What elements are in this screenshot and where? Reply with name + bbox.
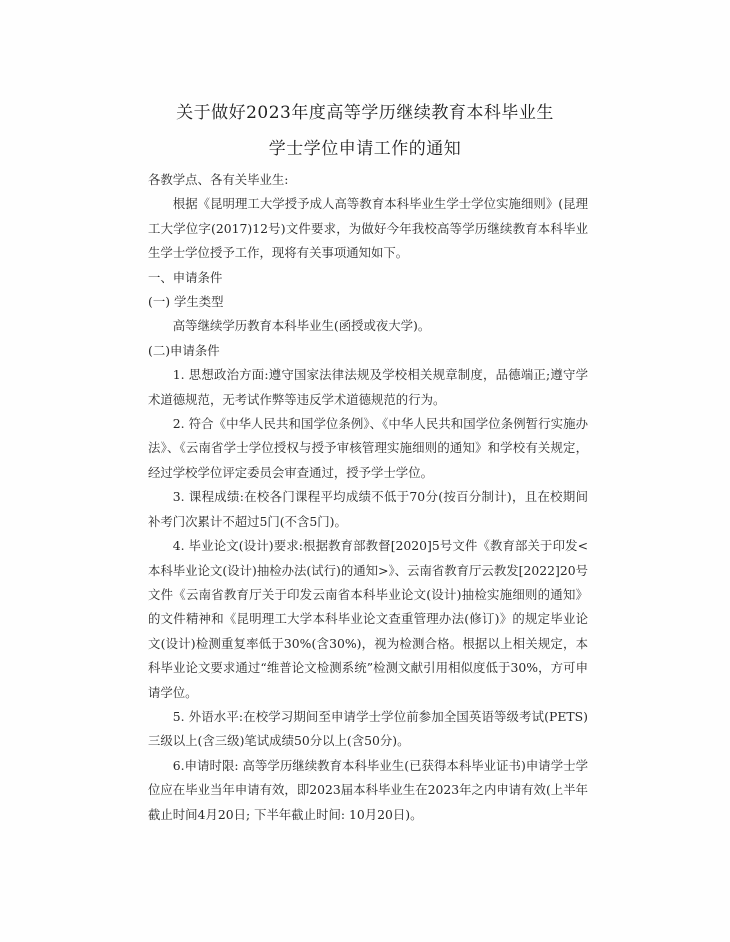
condition-item-2: 2. 符合《中华人民共和国学位条例》、《中华人民共和国学位条例暂行实施办法》、《云南省学士学位授权与授予审核管理实施细则的通知》和学校有关规定，经过学校学位评定委员会审查通过，授予学士学位。 [148,416,588,480]
subsection-heading-1: (一) 学生类型 [148,294,224,310]
student-type-paragraph: 高等继续学历教育本科毕业生(函授或夜大学)。 [172,318,431,334]
subsection-heading-2: (二)申请条件 [148,342,220,358]
document-title-line2: 学士学位申请工作的通知 [268,139,462,159]
condition-item-3: 3. 课程成绩:在校各门课程平均成绩不低于70分(按百分制计)，且在校期间补考门次累计不超过5门(不含5门)。 [148,489,588,529]
section-heading-1: 一、申请条件 [148,269,223,285]
condition-item-4: 4. 毕业论文(设计)要求:根据教育部教督[2020]5号文件《教育部关于印发<本科毕业论文(设计)抽检办法(试行)的通知>》、云南省教育厅云教发[2022]20号文件《云南省教育厅关于印发云南省本科毕业论文(设计)抽检实施细则的通知》的文件精神和《昆明理工大学本科毕业论文查重管理办法(修订)》的规定毕业论文(设计)检测重复率低于30%(含30%)，视为检测合格。根据以上相关规定，本科毕业论文要求通过“维普论文检测系统”检测文献引用相似度低于30%，方可申请学位。 [148,538,588,700]
salutation: 各教学点、各有关毕业生: [148,172,289,187]
document-body [148,168,588,827]
document-title-line1: 关于做好2023年度高等学历继续教育本科毕业生 [176,103,554,123]
intro-paragraph: 根据《昆明理工大学授予成人高等教育本科毕业生学士学位实施细则》(昆理工大学位字(2017)12号)文件要求，为做好今年我校高等学历继续教育本科毕业生学士学位授予工作，现将有关事项通知如下。 [148,196,588,261]
condition-item-5: 5. 外语水平:在校学习期间至申请学士学位前参加全国英语等级考试(PETS)三级以上(含三级)笔试成绩50分以上(含50分)。 [148,708,588,749]
condition-item-1: 1. 思想政治方面:遵守国家法律法规及学校相关规章制度，品德端正;遵守学术道德规范，无考试作弊等违反学术道德规范的行为。 [148,367,588,407]
condition-item-6: 6.申请时限: 高等学历继续教育本科毕业生(已获得本科毕业证书)申请学士学位应在毕业当年申请有效，即2023届本科毕业生在2023年之内申请有效(上半年截止时间4月20日; 下半年截止时间: 10月20日)。 [148,757,588,822]
